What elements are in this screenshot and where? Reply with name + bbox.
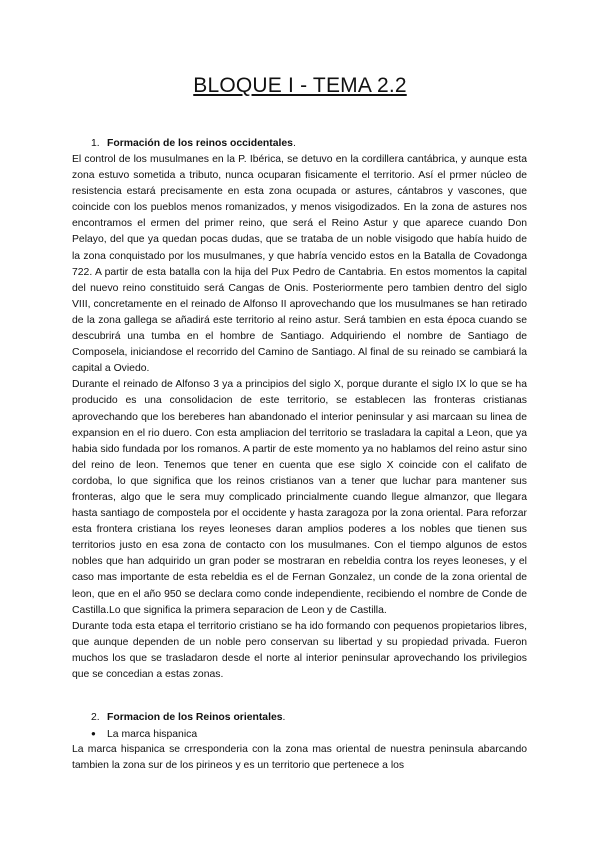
section-1-heading-text: Formación de los reinos occidentales xyxy=(107,138,293,149)
bullet-icon: ● xyxy=(91,729,96,738)
section-1-heading xyxy=(91,136,296,152)
section-2-number: 2. xyxy=(91,712,100,723)
section-1-number: 1. xyxy=(91,138,100,149)
section-2-paragraph: La marca hispanica se crresponderia con la zona mas oriental de nuestra peninsula abarcando tambien la zona sur de los pirineos y es un territorio que pertenece a los xyxy=(72,744,527,772)
section-1-paragraph-1: El control de los musulmanes en la P. Ibérica, se detuvo en la cordillera cantábrica, y aunque esta zona estuvo sometida a tributo, nunca ocuparan fisicamente el territorio. Así el prmer núcleo de resistencia estará precisamente en esta zona ocupada or astures, cántabros y vascones, que coincide con los pueblos menos romanizados, y menos visigodizados. En la zona de astures nos encontramos el ermen del primer reino, que será el Reino Astur y que aparece cuando Don Pelayo, del que ya quedan pocas dudas, que se trataba de un noble visigodo que había huido de la zona conquistado por los musulmanes, y que habría vencido estos en la Batalla de Covadonga 722. A partir de esta batalla con la hija del Pux Pedro de Cantabria. En estos momentos la capital del nuevo reino constituido será Cangas de Onis. Posteriormente pero tambien dentro del siglo VIII, concretamente en el reinado de Alfonso II aprovechando que los musulmanes se han retirado de la zona gallega se añadirá este territorio al reino astur. Será tambien en esta época cuando se descubrirá una tumba en el hombre de Santiago. Adquiriendo el nombre de Santiago de Composela, iniciandose el recorrido del Camino de Santiago. Al final de su reinado se cambiará la capital a Oviedo. xyxy=(72,154,527,375)
section-2-body xyxy=(72,742,527,774)
section-2-heading xyxy=(91,710,285,726)
section-1-paragraph-3: Durante toda esta etapa el territorio cristiano se ha ido formando con pequenos propietarios libres, que aunque dependen de un noble pero conservan su libertad y su propiedad privada. Fueron muchos los que se trasladaron desde el norte al interior peninsular aprovechando los privilegios que se concedian a estas zonas. xyxy=(72,620,527,680)
section-1-body xyxy=(72,152,527,683)
section-2-heading-text: Formacion de los Reinos orientales xyxy=(107,712,283,723)
section-2-heading-period: . xyxy=(282,712,286,723)
section-1-heading-period: . xyxy=(292,138,296,149)
bullet-text: La marca hispanica xyxy=(107,729,198,740)
bullet-item xyxy=(91,726,197,743)
section-1-paragraph-2: Durante el reinado de Alfonso 3 ya a principios del siglo X, porque durante el siglo IX lo que se ha producido es una consolidacion de este territorio, se establecen las fronteras cristianas aprovechando que los bereberes han abandonado el interior peninsular y asi marcaan su linea de expansion en el rio duero. Con esta ampliacion del territorio se trasladara la capital a Leon, que ya habia sido fundada por los romanos. A partir de este momento ya no hablamos del reino astur sino del reino de leon. Tenemos que tener en cuenta que ese siglo X coincide con el califato de cordoba, lo que significa que los reinos cristianos van a tener que luchar para mantener sus fronteras, algo que le sera muy complicado princialmente cuando llegue almanzor, que llegara hasta santiago de compostela por el occidente y hasta zaragoza por la zona oriental. Para reforzar esta frontera cristiana los reyes leoneses daran amplios poderes a los nobles que tienen sus territorios justo en esa zona de contacto con los musulmanes. Con el tiempo algunos de estos nobles que han adquirido un gran poder se mostraran en rebeldia contra los reyes leoneses, y el caso mas importante de esta rebeldia es el de Fernan Gonzalez, un conde de la zona oriental de leon, que en el año 950 se declara como conde independiente, recibiendo el nombre de Conde de Castilla.Lo que significa la primera separacion de Leon y de Castilla. xyxy=(72,379,527,616)
document-title: BLOQUE I - TEMA 2.2 xyxy=(193,74,407,97)
